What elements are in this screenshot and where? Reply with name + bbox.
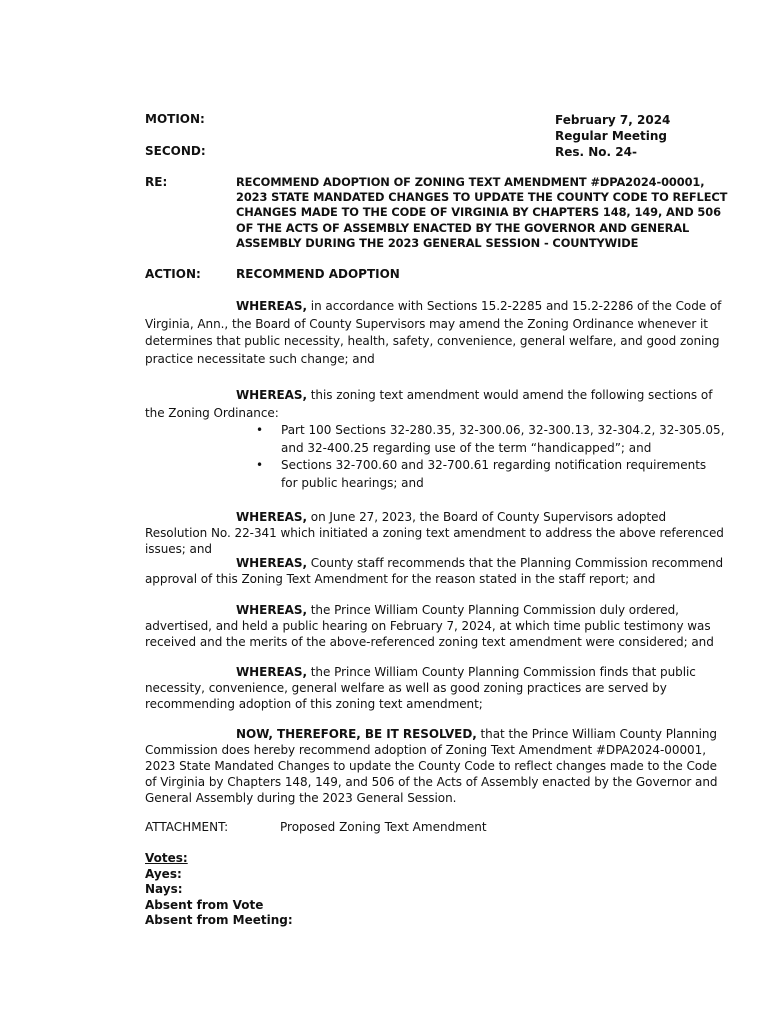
bullet-icon: • [256, 458, 264, 473]
whereas-text: County staff recommends that the Planning Commission recommend approval of this Zoning Text Amendment for the reason stated in the staff report; and [145, 556, 724, 586]
motion-label: MOTION: [145, 112, 205, 126]
list-item-text: Sections 32-700.60 and 32-700.61 regarding notification requirements for public hearings; and [281, 458, 707, 490]
amended-sections-list [256, 422, 726, 492]
re-label: RE: [145, 175, 168, 189]
votes-title: Votes: [145, 851, 188, 865]
whereas-paragraph-4 [145, 555, 725, 587]
whereas-lead: WHEREAS, [236, 665, 308, 679]
attachment-label: ATTACHMENT: [145, 820, 229, 834]
whereas-text: on June 27, 2023, the Board of County Supervisors adopted Resolution No. 22-341 which initiated a zoning text amendment to address the above referenced issues; and [145, 510, 724, 556]
whereas-lead: WHEREAS, [236, 510, 308, 524]
whereas-text: this zoning text amendment would amend the following sections of the Zoning Ordinance: [145, 388, 713, 420]
action-label: ACTION: [145, 267, 201, 281]
header-right-block [555, 112, 670, 160]
whereas-text: the Prince William County Planning Commission duly ordered, advertised, and held a public hearing on February 7, 2024, at which time public testimony was received and the merits of the above-referenced zoning text amendment were considered; and [145, 603, 714, 649]
re-subject: RECOMMEND ADOPTION OF ZONING TEXT AMENDMENT #DPA2024-00001, 2023 STATE MANDATED CHANGES TO UPDATE THE COUNTY CODE TO REFLECT CHANGES MADE TO THE CODE OF VIRGINIA BY CHAPTERS 148, 149, AND 506 OF THE ACTS OF ASSEMBLY ENACTED BY THE GOVERNOR AND GENERAL ASSEMBLY DURING THE 2023 GENERAL SESSION - COUNTYWIDE [236, 175, 728, 250]
whereas-lead: WHEREAS, [236, 603, 308, 617]
meeting-date: February 7, 2024 [555, 113, 671, 127]
nays-label: Nays: [145, 882, 183, 896]
votes-block [145, 851, 293, 929]
attachment-text: Proposed Zoning Text Amendment [280, 820, 487, 834]
whereas-paragraph-2 [145, 387, 725, 422]
resolved-paragraph [145, 726, 725, 806]
whereas-paragraph-3 [145, 509, 725, 557]
absent-from-vote-label: Absent from Vote [145, 897, 264, 912]
whereas-text: the Prince William County Planning Commission finds that public necessity, convenience, general welfare as well as good zoning practices are served by recommending adoption of this zoning text amendment; [145, 665, 696, 711]
resolution-number: Res. No. 24- [555, 145, 637, 159]
whereas-paragraph-1 [145, 298, 725, 368]
second-label: SECOND: [145, 144, 206, 158]
action-text: RECOMMEND ADOPTION [236, 267, 400, 281]
whereas-lead: WHEREAS, [236, 556, 308, 570]
resolved-lead: NOW, THEREFORE, BE IT RESOLVED, [236, 727, 477, 741]
whereas-lead: WHEREAS, [236, 388, 308, 402]
list-item [256, 457, 726, 492]
whereas-lead: WHEREAS, [236, 299, 308, 313]
bullet-icon: • [256, 423, 264, 437]
list-item-text: Part 100 Sections 32-280.35, 32-300.06, 32-300.13, 32-304.2, 32-305.05, and 32-400.25 regarding use of the term “handicapped”; and [281, 423, 725, 455]
ayes-label: Ayes: [145, 866, 182, 881]
whereas-text: in accordance with Sections 15.2-2285 and 15.2-2286 of the Code of Virginia, Ann., the Board of County Supervisors may amend the Zoning Ordinance whenever it determines that public necessity, health, safety, convenience, general welfare, and good zoning practice necessitate such change; and [145, 299, 722, 366]
whereas-paragraph-5 [145, 602, 725, 650]
resolved-text: that the Prince William County Planning Commission does hereby recommend adoption of Zoning Text Amendment #DPA2024-00001, 2023 State Mandated Changes to update the County Code to reflect changes made to the Code of Virginia by Chapters 148, 149, and 506 of the Acts of Assembly enacted by the Governor and General Assembly during the 2023 General Session. [145, 727, 718, 805]
absent-from-meeting-label: Absent from Meeting: [145, 913, 293, 927]
list-item [256, 422, 726, 457]
whereas-paragraph-6 [145, 664, 725, 712]
meeting-type: Regular Meeting [555, 129, 668, 143]
